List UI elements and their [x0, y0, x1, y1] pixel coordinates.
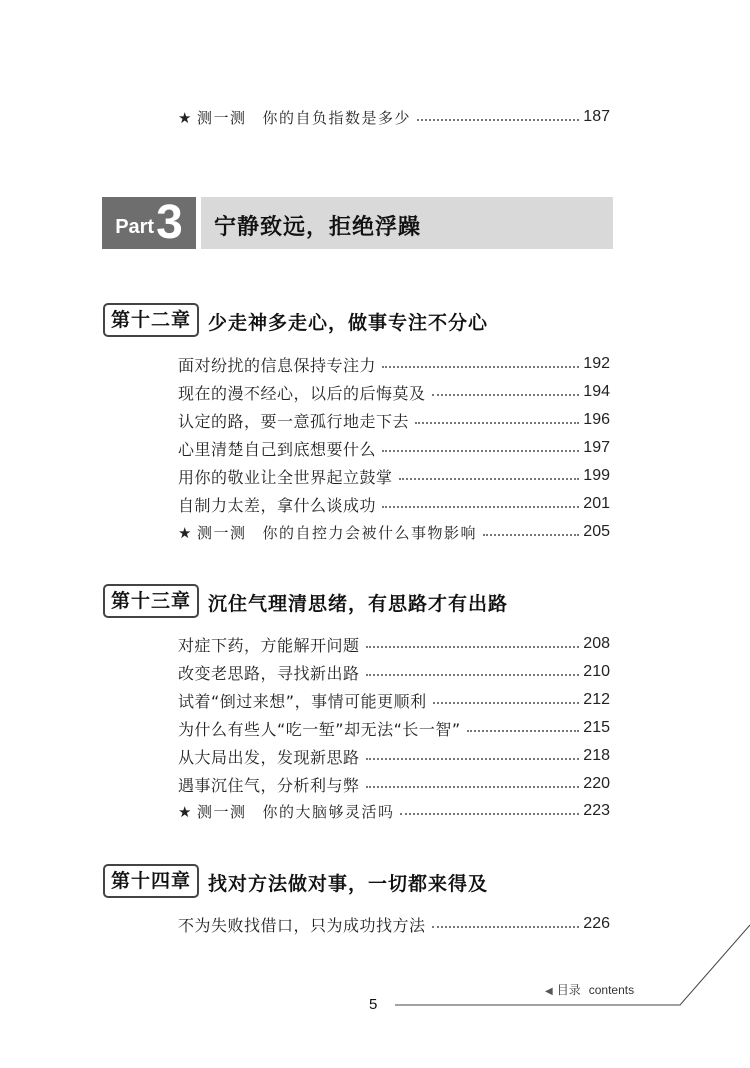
- entry-title: 遇事沉住气，分析利与弊: [178, 775, 360, 795]
- chapter-label: 第十三章: [103, 584, 199, 618]
- entry-title: 从大局出发，发现新思路: [178, 747, 360, 767]
- entry-title: 面对纷扰的信息保持专注力: [178, 355, 377, 375]
- page-number: 226: [583, 915, 610, 932]
- chapter-title: 少走神多走心，做事专注不分心: [208, 312, 489, 334]
- page-number: 197: [583, 439, 610, 456]
- entry-title: 对症下药，方能解开问题: [178, 635, 360, 655]
- part-number: 3: [156, 196, 183, 249]
- entry-title: 认定的路，要一意孤行地走下去: [178, 411, 410, 431]
- chapter-label: 第十二章: [103, 303, 199, 337]
- page-number: 192: [583, 355, 610, 372]
- entry-title: 改变老思路，寻找新出路: [178, 663, 360, 683]
- page-number: 199: [583, 467, 610, 484]
- entry-title: ★ 测一测 你的大脑够灵活吗: [178, 802, 395, 821]
- entry-title: 自制力太差，拿什么谈成功: [178, 495, 377, 515]
- page-number: 201: [583, 495, 610, 512]
- entry-title: 用你的敬业让全世界起立鼓掌: [178, 467, 393, 487]
- star-icon: ★: [178, 802, 193, 821]
- page-number: 215: [583, 719, 610, 736]
- page-number: 196: [583, 411, 610, 428]
- page-number: 210: [583, 663, 610, 680]
- entry-title: 试着“倒过来想”，事情可能更顺利: [178, 691, 427, 711]
- chapter-label: 第十四章: [103, 864, 199, 898]
- page-number: 205: [583, 523, 610, 540]
- entry-title: 不为失败找借口，只为成功找方法: [178, 915, 426, 935]
- page-number: 223: [583, 802, 610, 819]
- page-number: 187: [583, 108, 610, 125]
- page-number: 212: [583, 691, 610, 708]
- page-number: 220: [583, 775, 610, 792]
- entry-title: 心里清楚自己到底想要什么: [178, 439, 377, 459]
- footer-label: ◀ 目录 contents: [545, 983, 635, 997]
- page-number: 218: [583, 747, 610, 764]
- entry-title: ★ 测一测 你的自负指数是多少: [178, 108, 411, 127]
- entry-title: ★ 测一测 你的自控力会被什么事物影响: [178, 523, 477, 542]
- page-footer-number: 5: [369, 996, 378, 1013]
- entry-title: 为什么有些人“吃一堑”却无法“长一智”: [178, 719, 461, 739]
- chapter-title: 沉住气理清思绪，有思路才有出路: [208, 593, 509, 615]
- star-icon: ★: [178, 523, 193, 542]
- entry-title: 现在的漫不经心，以后的后悔莫及: [178, 383, 426, 403]
- page-number: 208: [583, 635, 610, 652]
- triangle-left-icon: ◀: [545, 986, 553, 997]
- page-number: 194: [583, 383, 610, 400]
- chapter-title: 找对方法做对事，一切都来得及: [208, 873, 489, 895]
- part-title: 宁静致远，拒绝浮躁: [214, 215, 422, 240]
- part-word: Part: [115, 215, 155, 238]
- star-icon: ★: [178, 108, 193, 127]
